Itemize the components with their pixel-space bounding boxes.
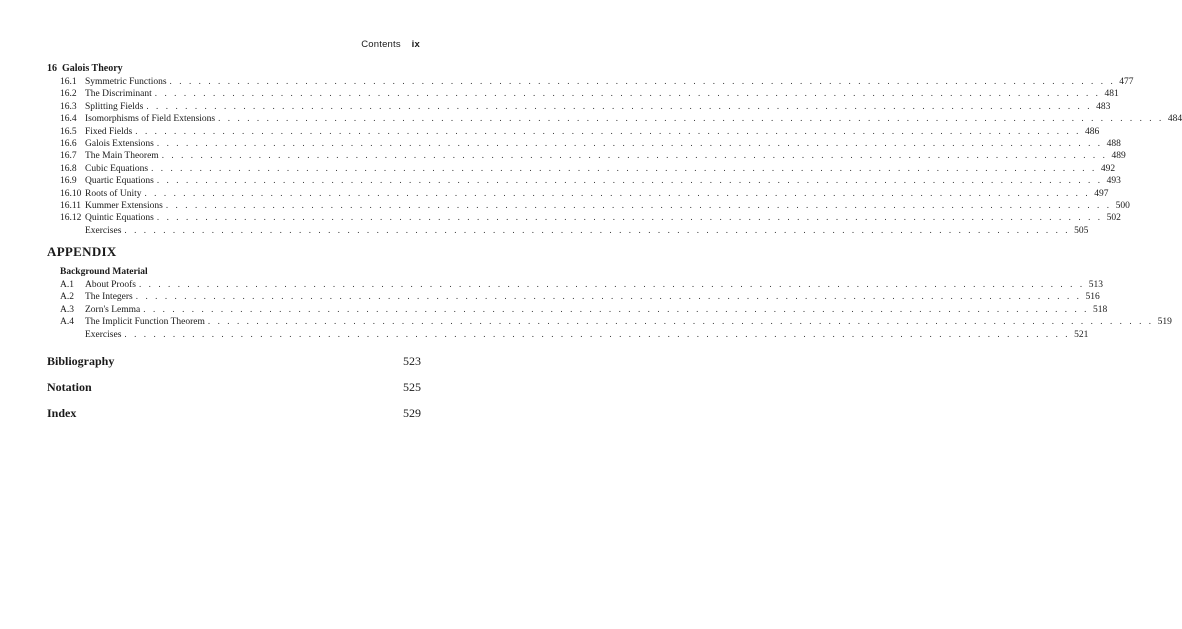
page-number: 486 (1085, 126, 1100, 137)
leader-dots: . . . . . . . . . . . . . . . . . . . . . . . . . . . . . . . . . . . . . . . . . . . . . . . . . . . . . . . . . . . . . . . . . . . . . . . . . . . . . . . . . . . . . . . . . . . . . . . . . . (124, 328, 1071, 339)
page-number: 489 (1111, 151, 1126, 162)
toc-entry[interactable] (60, 112, 1182, 125)
page-number: 481 (1104, 89, 1119, 100)
section-number: A.4 (60, 317, 74, 328)
section-title: Splitting Fields (85, 101, 144, 112)
leader-dots: . . . . . . . . . . . . . . . . . . . . . . . . . . . . . . . . . . . . . . . . . . . . . . . . . . . . . . . . . . . . . . . . . . . . . . . . . . . . . . . . . . . . . . . . . . . . . . . . . . (156, 137, 1103, 148)
section-title: The Discriminant (85, 89, 152, 100)
section-title: Galois Extensions (85, 138, 154, 149)
section-number: 16.11 (60, 200, 82, 211)
toc-entry[interactable] (60, 224, 1089, 236)
leader-dots: . . . . . . . . . . . . . . . . . . . . . . . . . . . . . . . . . . . . . . . . . . . . . . . . . . . . . . . . . . . . . . . . . . . . . . . . . . . . . . . . . . . . . . . . . . . . . . . . . . (135, 125, 1081, 136)
leader-dots: . . . . . . . . . . . . . . . . . . . . . . . . . . . . . . . . . . . . . . . . . . . . . . . . . . . . . . . . . . . . . . . . . . . . . . . . . . . . . . . . . . . . . . . . . . . . . . . . . . (161, 150, 1108, 161)
chapter-title: Galois Theory (62, 63, 123, 74)
page-number: 519 (1157, 317, 1172, 328)
toc-entry[interactable] (60, 303, 1108, 315)
toc-entry[interactable] (60, 100, 1111, 112)
leader-dots: . . . . . . . . . . . . . . . . . . . . . . . . . . . . . . . . . . . . . . . . . . . . . . . . . . . . . . . . . . . . . . . . . . . . . . . . . . . . . . . . . . . . . . . . . . . . . . . . . . (146, 100, 1093, 111)
page-number: 493 (1106, 176, 1121, 187)
section-number: 16.5 (60, 126, 77, 137)
leader-dots: . . . . . . . . . . . . . . . . . . . . . . . . . . . . . . . . . . . . . . . . . . . . . . . . . . . . . . . . . . . . . . . . . . . . . . . . . . . . . . . . . . . . . . . . . . . . . . . . . . (156, 212, 1103, 223)
page-number: 500 (1115, 200, 1130, 211)
section-title: The Implicit Function Theorem (85, 317, 205, 328)
section-number: 16.12 (60, 213, 82, 224)
page-number: 488 (1106, 138, 1121, 149)
section-number: 16.8 (60, 163, 77, 174)
page-number: 497 (1094, 188, 1109, 199)
chapter-section-list (60, 75, 1182, 236)
appendix-subtitle: Background Material (60, 267, 148, 277)
toc-entry[interactable] (60, 211, 1121, 224)
section-number: 16.6 (60, 138, 77, 149)
page-number: 513 (1088, 280, 1103, 290)
toc-entry[interactable] (60, 149, 1126, 162)
leader-dots: . . . . . . . . . . . . . . . . . . . . . . . . . . . . . . . . . . . . . . . . . . . . . . . . . . . . . . . . . . . . . . . . . . . . . . . . . . . . . . . . . . . . . . . . . . . . . . . . . . (218, 113, 1164, 124)
section-title: Fixed Fields (85, 126, 133, 137)
section-number: 16.3 (60, 101, 77, 112)
running-head-page-number: ix (411, 39, 420, 50)
back-matter-entry[interactable] (47, 400, 421, 426)
leader-dots: . . . . . . . . . . . . . . . . . . . . . . . . . . . . . . . . . . . . . . . . . . . . . . . . . . . . . . . . . . . . . . . . . . . . . . . . . . . . . . . . . . . . . . . . . . . . . . . . . . (207, 316, 1154, 327)
toc-entry[interactable] (60, 328, 1089, 340)
section-number: 16.7 (60, 151, 77, 162)
appendix-section-list (60, 278, 1172, 340)
section-number: A.1 (60, 280, 74, 290)
section-title: Quartic Equations (85, 176, 154, 187)
page-number: 484 (1167, 114, 1182, 125)
page-number: 477 (1119, 77, 1134, 87)
leader-dots: . . . . . . . . . . . . . . . . . . . . . . . . . . . . . . . . . . . . . . . . . . . . . . . . . . . . . . . . . . . . . . . . . . . . . . . . . . . . . . . . . . . . . . . . . . . . . . . . . . (124, 224, 1071, 235)
leader-dots: . . . . . . . . . . . . . . . . . . . . . . . . . . . . . . . . . . . . . . . . . . . . . . . . . . . . . . . . . . . . . . . . . . . . . . . . . . . . . . . . . . . . . . . . . . . . . . . . . . (169, 76, 1116, 86)
back-matter-title: Notation (47, 380, 92, 394)
page-number: 505 (1074, 225, 1089, 236)
leader-dots: . . . . . . . . . . . . . . . . . . . . . . . . . . . . . . . . . . . . . . . . . . . . . . . . . . . . . . . . . . . . . . . . . . . . . . . . . . . . . . . . . . . . . . . . . . . . . . . . . . (144, 187, 1091, 198)
page-number: 521 (1074, 329, 1089, 340)
page-number: 502 (1106, 213, 1121, 224)
running-head (361, 39, 420, 50)
toc-entry[interactable] (60, 278, 1103, 290)
leader-dots: . . . . . . . . . . . . . . . . . . . . . . . . . . . . . . . . . . . . . . . . . . . . . . . . . . . . . . . . . . . . . . . . . . . . . . . . . . . . . . . . . . . . . . . . . . . . . . . . . . (165, 199, 1112, 210)
page-number: 492 (1100, 163, 1116, 174)
section-title: Cubic Equations (85, 163, 149, 174)
running-head-label: Contents (361, 39, 401, 50)
back-matter-entry[interactable] (47, 374, 421, 400)
toc-entry[interactable] (60, 87, 1119, 100)
leader-dots: . . . . . . . . . . . . . . . . . . . . . . . . . . . . . . . . . . . . . . . . . . . . . . . . . . . . . . . . . . . . . . . . . . . . . . . . . . . . . . . . . . . . . . . . . . . . . . . . . . (143, 303, 1090, 314)
section-number: 16.2 (60, 89, 77, 100)
section-title: The Integers (85, 292, 133, 303)
section-title: The Main Theorem (85, 151, 159, 162)
toc-entry[interactable] (60, 174, 1121, 187)
back-matter-list (47, 348, 421, 426)
section-number: 16.10 (60, 188, 82, 199)
section-number: 16.4 (60, 114, 77, 125)
section-number: A.3 (60, 304, 74, 315)
section-title: Exercises (85, 225, 122, 236)
chapter-number: 16 (47, 63, 57, 74)
leader-dots: . . . . . . . . . . . . . . . . . . . . . . . . . . . . . . . . . . . . . . . . . . . . . . . . . . . . . . . . . . . . . . . . . . . . . . . . . . . . . . . . . . . . . . . . . . . . . . . . . . (156, 175, 1103, 186)
leader-dots: . . . . . . . . . . . . . . . . . . . . . . . . . . . . . . . . . . . . . . . . . . . . . . . . . . . . . . . . . . . . . . . . . . . . . . . . . . . . . . . . . . . . . . . . . . . . . . . . . . (138, 279, 1085, 289)
toc-entry[interactable] (60, 75, 1134, 87)
section-title: Roots of Unity (85, 188, 142, 199)
section-title: Exercises (85, 329, 122, 340)
toc-entry[interactable] (60, 315, 1172, 328)
section-title: About Proofs (85, 280, 136, 290)
toc-entry[interactable] (60, 199, 1130, 211)
back-matter-page: 523 (403, 354, 421, 368)
section-title: Isomorphisms of Field Extensions (85, 114, 216, 125)
back-matter-title: Bibliography (47, 354, 115, 368)
toc-entry[interactable] (60, 162, 1116, 174)
section-title: Symmetric Functions (85, 77, 167, 87)
toc-entry[interactable] (60, 125, 1100, 137)
section-title: Zorn's Lemma (85, 304, 141, 315)
toc-entry[interactable] (60, 137, 1121, 149)
appendix-heading: APPENDIX (47, 244, 117, 259)
leader-dots: . . . . . . . . . . . . . . . . . . . . . . . . . . . . . . . . . . . . . . . . . . . . . . . . . . . . . . . . . . . . . . . . . . . . . . . . . . . . . . . . . . . . . . . . . . . . . . . . . . (151, 162, 1097, 173)
toc-entry[interactable] (60, 290, 1100, 303)
back-matter-title: Index (47, 406, 77, 420)
back-matter-page: 525 (403, 380, 421, 394)
leader-dots: . . . . . . . . . . . . . . . . . . . . . . . . . . . . . . . . . . . . . . . . . . . . . . . . . . . . . . . . . . . . . . . . . . . . . . . . . . . . . . . . . . . . . . . . . . . . . . . . . . (154, 88, 1101, 99)
page-number: 516 (1085, 292, 1100, 303)
page-number: 483 (1096, 101, 1111, 112)
section-title: Quintic Equations (85, 213, 154, 224)
section-number: A.2 (60, 292, 74, 303)
back-matter-entry[interactable] (47, 348, 421, 374)
leader-dots: . . . . . . . . . . . . . . . . . . . . . . . . . . . . . . . . . . . . . . . . . . . . . . . . . . . . . . . . . . . . . . . . . . . . . . . . . . . . . . . . . . . . . . . . . . . . . . . . . . (135, 291, 1082, 302)
section-number: 16.9 (60, 176, 77, 187)
back-matter-page: 529 (403, 406, 421, 420)
section-number: 16.1 (60, 77, 77, 87)
chapter-heading (47, 63, 123, 74)
toc-entry[interactable] (60, 187, 1109, 199)
page-number: 518 (1093, 304, 1108, 315)
section-title: Kummer Extensions (85, 200, 163, 211)
